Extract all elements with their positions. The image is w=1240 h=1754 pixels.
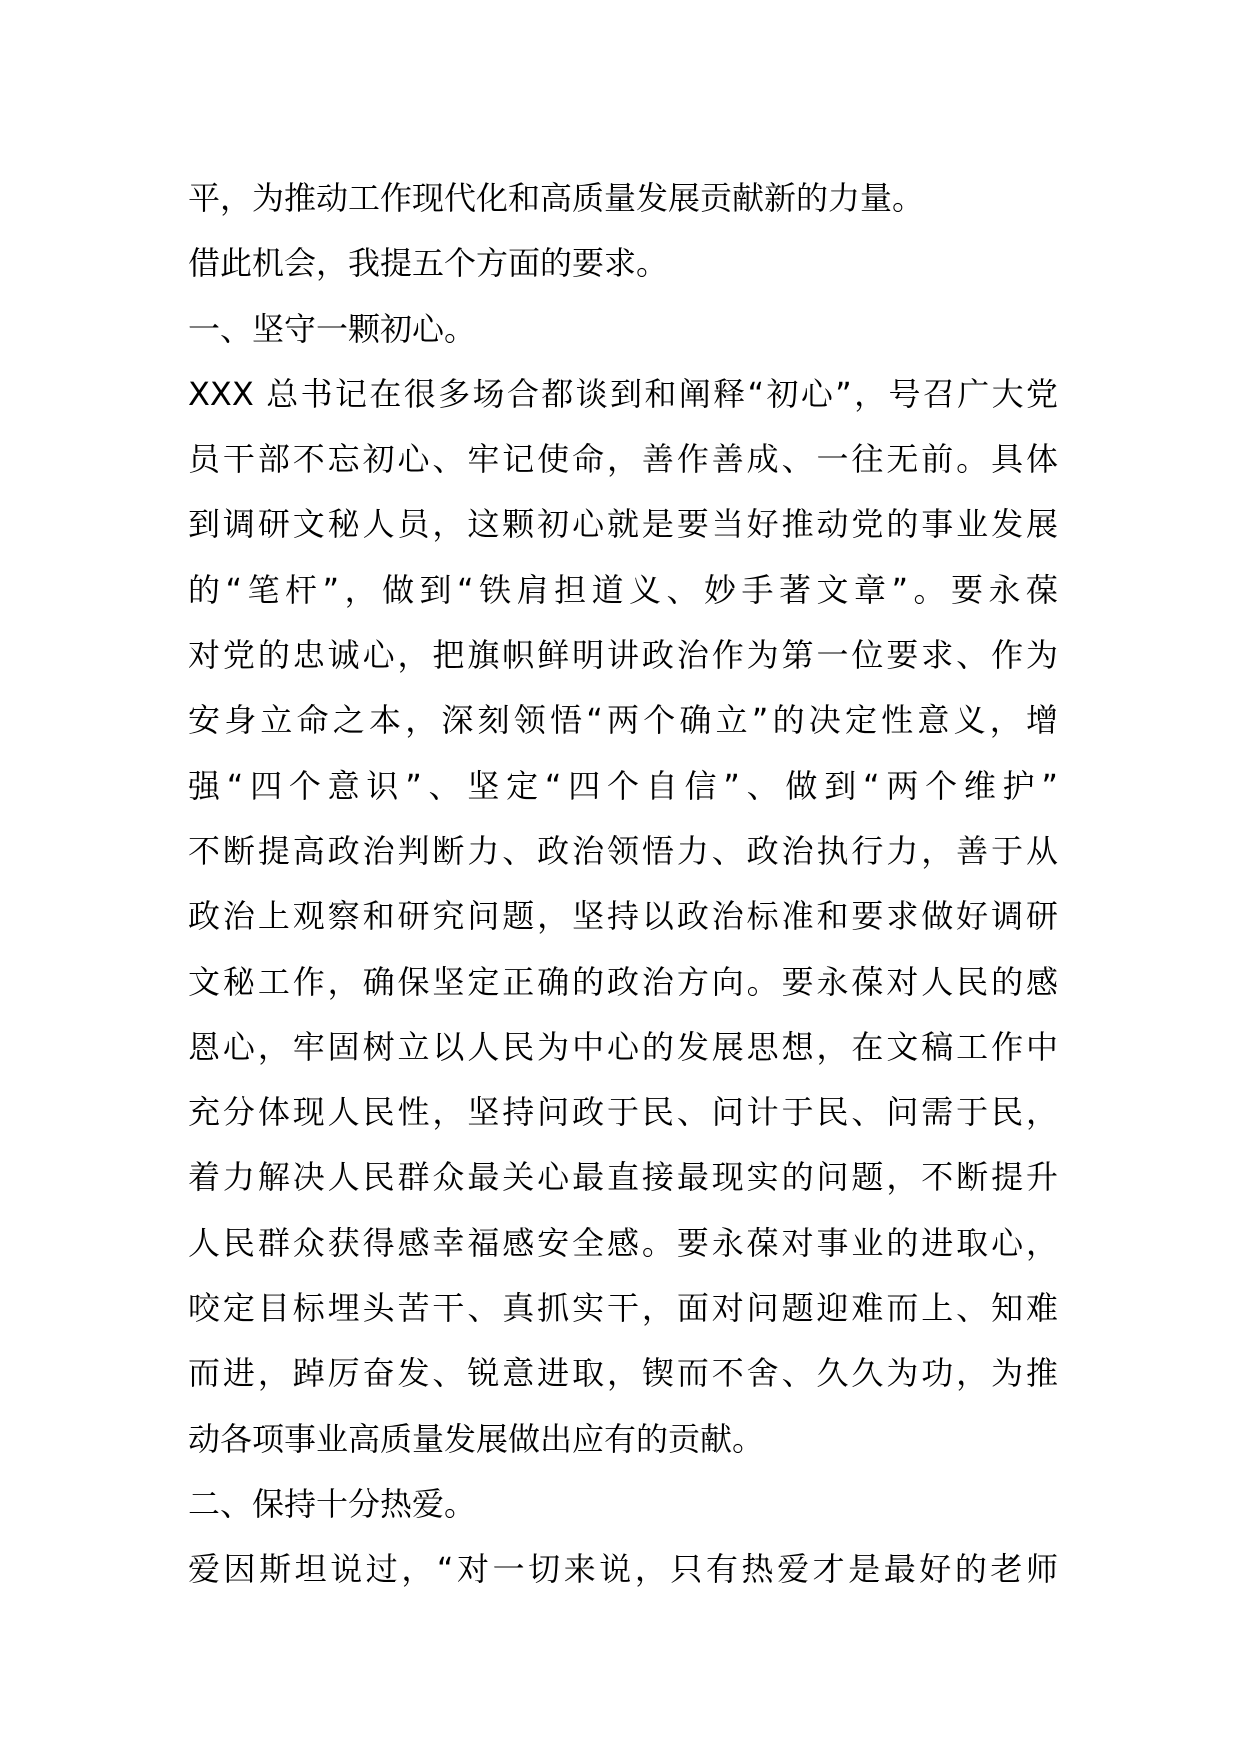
text-line: 借此机会，我提五个方面的要求。 (188, 244, 669, 283)
text-line: 平，为推动工作现代化和高质量发展贡献新的力量。 (188, 179, 925, 217)
text-line: XXX 总书记在很多场合都谈到和阐释“初心”，号召广大党 (188, 374, 1058, 413)
text-line: 的“笔杆”，做到“铁肩担道义、妙手著文章”。要永葆 (188, 570, 1058, 609)
section-heading: 二、保持十分热爱。 (188, 1484, 477, 1523)
text-line: 政治上观察和研究问题，坚持以政治标准和要求做好调研 (188, 897, 1058, 936)
text-line: 而进，踔厉奋发、锐意进取，锲而不舍、久久为功，为推 (188, 1354, 1058, 1393)
text-line: 充分体现人民性，坚持问政于民、问计于民、问需于民， (188, 1093, 1058, 1132)
text-line: 强“四个意识”、坚定“四个自信”、做到“两个维护” (188, 766, 1058, 805)
text-line: 安身立命之本，深刻领悟“两个确立”的决定性意义，增 (188, 701, 1058, 740)
text-line: 不断提高政治判断力、政治领悟力、政治执行力，善于从 (188, 831, 1058, 870)
text-line: 动各项事业高质量发展做出应有的贡献。 (188, 1419, 765, 1458)
text-line: 文秘工作，确保坚定正确的政治方向。要永葆对人民的感 (188, 962, 1058, 1001)
text-line: 到调研文秘人员，这颗初心就是要当好推动党的事业发展 (188, 505, 1058, 544)
text-line: 人民群众获得感幸福感安全感。要永葆对事业的进取心， (188, 1223, 1058, 1262)
text-line: 恩心，牢固树立以人民为中心的发展思想，在文稿工作中 (188, 1027, 1058, 1066)
text-line: 着力解决人民群众最关心最直接最现实的问题，不断提升 (188, 1158, 1058, 1197)
document-body (188, 166, 1058, 1603)
text-line: 咬定目标埋头苦干、真抓实干，面对问题迎难而上、知难 (188, 1289, 1058, 1328)
text-line: 爱因斯坦说过，“对一切来说，只有热爱才是最好的老师 (188, 1550, 1058, 1589)
text-line: 对党的忠诚心，把旗帜鲜明讲政治作为第一位要求、作为 (188, 636, 1058, 675)
text-line: 员干部不忘初心、牢记使命，善作善成、一往无前。具体 (188, 440, 1058, 479)
section-heading: 一、坚守一颗初心。 (188, 309, 477, 348)
